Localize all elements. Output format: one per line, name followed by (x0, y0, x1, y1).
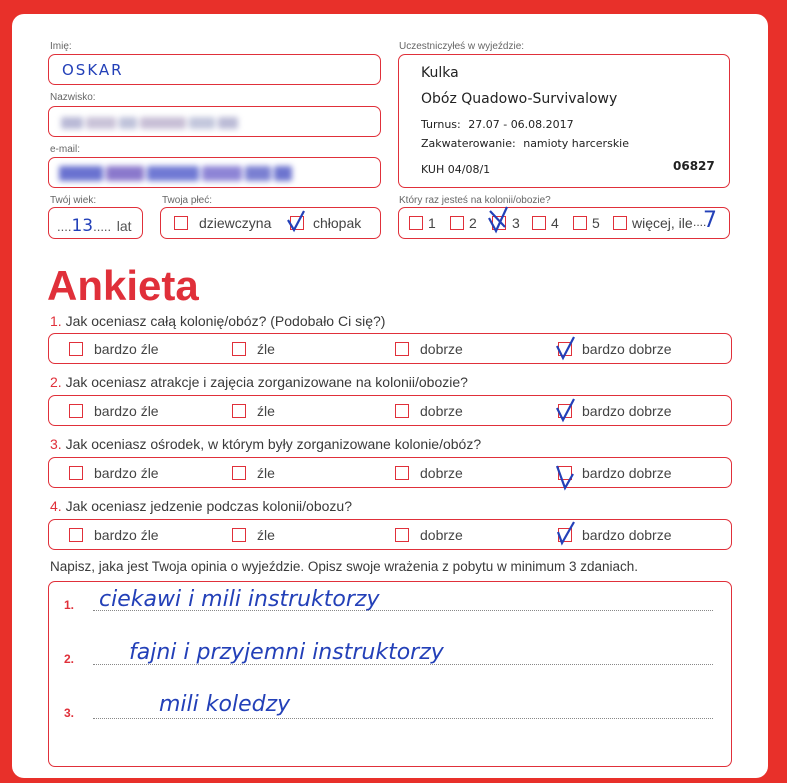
q1-option-good: dobrze (420, 341, 463, 357)
trip-label: Uczestniczyłeś w wyjeździe: (399, 41, 525, 52)
opinion-line-3-num: 3. (64, 706, 75, 720)
times-checkbox-2[interactable] (450, 216, 464, 230)
times-option-1: 1 (428, 215, 436, 231)
question-3-answers (48, 457, 732, 488)
question-1-answers (48, 333, 732, 364)
q3-checkbox-very-bad[interactable] (69, 466, 83, 480)
gender-checkbox-male[interactable] (290, 216, 304, 230)
trip-code: KUH 04/08/1 (421, 163, 491, 176)
question-3: 3. Jak oceniasz ośrodek, w którym były zorganizowane kolonie/obóz? (50, 436, 482, 452)
opinion-line-3-rule (93, 718, 713, 719)
q2-checkbox-very-bad[interactable] (69, 404, 83, 418)
q1-checkbox-good[interactable] (395, 342, 409, 356)
times-checkbox-more[interactable] (613, 216, 627, 230)
email-label: e-mail: (50, 144, 81, 155)
q1-checkbox-bad[interactable] (232, 342, 246, 356)
opinion-line-1-num: 1. (64, 598, 75, 612)
q2-checkbox-good[interactable] (395, 404, 409, 418)
times-option-3: 3 (512, 215, 520, 231)
times-more-dots: .... (693, 215, 707, 229)
age-dots-after: ..... (93, 219, 112, 234)
opinion-line-1: ciekawi i mili instruktorzy (99, 587, 380, 612)
q3-checkbox-good[interactable] (395, 466, 409, 480)
opinion-line-3: mili koledzy (159, 692, 291, 717)
times-field (398, 207, 730, 239)
q2-checkbox-very-good[interactable] (558, 404, 572, 418)
times-label: Który raz jesteś na kolonii/obozie? (399, 195, 551, 206)
q4-option-good: dobrze (420, 527, 463, 543)
surname-field[interactable] (48, 106, 381, 137)
times-option-2: 2 (469, 215, 477, 231)
survey-title: Ankieta (47, 262, 199, 309)
age-unit: lat (116, 218, 132, 234)
question-2-answers (48, 395, 732, 426)
times-checkbox-3[interactable] (492, 216, 506, 230)
opinion-line-2-num: 2. (64, 652, 75, 666)
opinion-box[interactable] (48, 581, 732, 767)
q3-option-very-bad: bardzo źle (94, 465, 159, 481)
name-value: OSKAR (62, 61, 124, 79)
q4-checkbox-bad[interactable] (232, 528, 246, 542)
q4-option-very-bad: bardzo źle (94, 527, 159, 543)
q3-option-good: dobrze (420, 465, 463, 481)
q4-checkbox-very-good[interactable] (558, 528, 572, 542)
surname-label: Nazwisko: (50, 92, 96, 103)
times-checkbox-5[interactable] (573, 216, 587, 230)
age-value: 13 (71, 216, 94, 236)
times-checkbox-4[interactable] (532, 216, 546, 230)
trip-number: 06827 (673, 159, 715, 173)
question-4-answers (48, 519, 732, 550)
question-4: 4. Jak oceniasz jedzenie podczas kolonii/obozu? (50, 498, 352, 514)
accommodation-value: namioty harcerskie (523, 137, 630, 150)
q3-checkbox-very-good[interactable] (558, 466, 572, 480)
opinion-prompt: Napisz, jaka jest Twoja opinia o wyjeździe. Opisz swoje wrażenia z pobytu w minimum 3 zdaniach. (50, 559, 639, 574)
name-field[interactable] (48, 54, 381, 85)
turnus-value: 27.07 - 06.08.2017 (468, 118, 574, 131)
gender-label: Twoja płeć: (162, 195, 213, 206)
q2-option-very-bad: bardzo źle (94, 403, 159, 419)
age-dots-before: .... (57, 219, 72, 234)
q4-checkbox-good[interactable] (395, 528, 409, 542)
q4-checkbox-very-bad[interactable] (69, 528, 83, 542)
q1-option-very-good: bardzo dobrze (582, 341, 672, 357)
times-option-4: 4 (551, 215, 559, 231)
gender-option-female: dziewczyna (199, 215, 272, 231)
q1-option-very-bad: bardzo źle (94, 341, 159, 357)
q2-option-very-good: bardzo dobrze (582, 403, 672, 419)
turnus-label: Turnus: (421, 118, 461, 131)
trip-camp: Obóz Quadowo-Survivalowy (421, 91, 618, 107)
gender-option-male: chłopak (313, 215, 362, 231)
age-label: Twój wiek: (50, 195, 97, 206)
trip-name: Kulka (421, 65, 459, 81)
times-more-label: więcej, ile (632, 215, 693, 231)
surname-redacted (61, 116, 241, 134)
times-option-5: 5 (592, 215, 600, 231)
q4-option-bad: źle (257, 527, 275, 543)
q2-option-good: dobrze (420, 403, 463, 419)
age-field[interactable] (48, 207, 143, 239)
email-redacted (59, 166, 295, 186)
question-1: 1. Jak oceniasz całą kolonię/obóz? (Podobało Ci się?) (50, 313, 386, 329)
times-checkbox-1[interactable] (409, 216, 423, 230)
q1-checkbox-very-bad[interactable] (69, 342, 83, 356)
accommodation-label: Zakwaterowanie: (421, 137, 516, 150)
opinion-line-2: fajni i przyjemni instruktorzy (129, 640, 444, 665)
q2-option-bad: źle (257, 403, 275, 419)
q1-checkbox-very-good[interactable] (558, 342, 572, 356)
email-field[interactable] (48, 157, 381, 188)
question-2: 2. Jak oceniasz atrakcje i zajęcia zorganizowane na kolonii/obozie? (50, 374, 468, 390)
q2-checkbox-bad[interactable] (232, 404, 246, 418)
survey-sheet (12, 14, 768, 778)
q3-checkbox-bad[interactable] (232, 466, 246, 480)
gender-field (160, 207, 381, 239)
trip-info-box (398, 54, 730, 188)
q4-option-very-good: bardzo dobrze (582, 527, 672, 543)
times-more-value: 7 (703, 208, 717, 233)
gender-checkbox-female[interactable] (174, 216, 188, 230)
q3-option-bad: źle (257, 465, 275, 481)
name-label: Imię: (50, 41, 72, 52)
q1-option-bad: źle (257, 341, 275, 357)
q3-option-very-good: bardzo dobrze (582, 465, 672, 481)
